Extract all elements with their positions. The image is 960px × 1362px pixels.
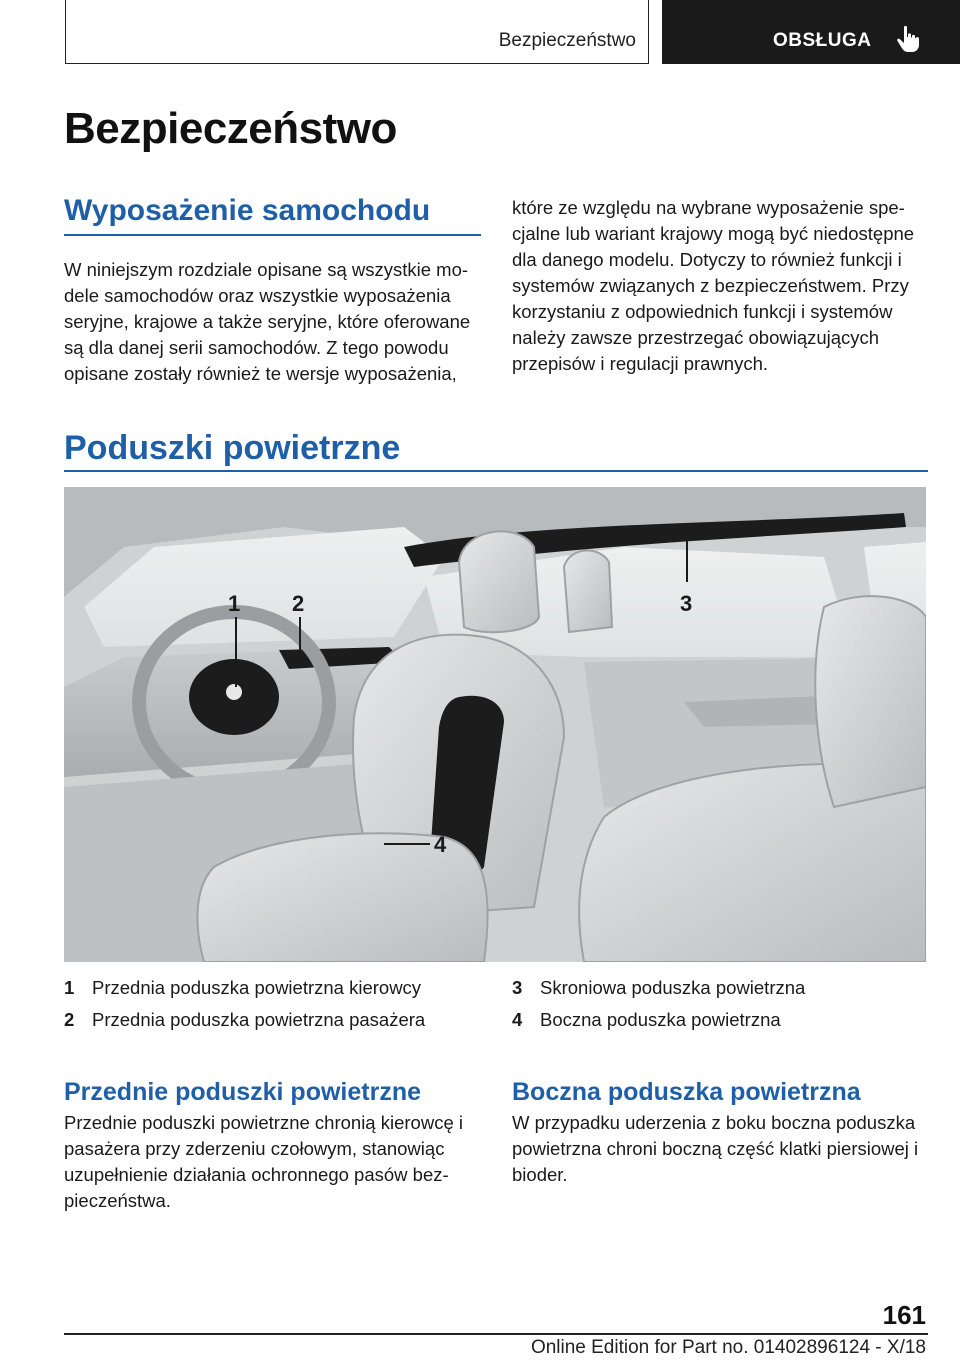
side-airbag-paragraph: W przypadku uderzenia z boku boczna poduszka powietrzna chroni boczną część klatki piersiowej i bioder. xyxy=(512,1112,919,1185)
footer-edition: Online Edition for Part no. 01402896124 - X/18 xyxy=(530,1337,926,1358)
callout-1: 1 xyxy=(228,591,241,616)
heading-vehicle-equipment: Wyposażenie samochodu xyxy=(64,194,431,227)
chapter-tab-label: OBSŁUGA xyxy=(773,30,872,51)
heading-side-airbag: Boczna poduszka powietrzna xyxy=(512,1078,861,1106)
legend-text: Boczna poduszka powietrzna xyxy=(540,1009,781,1030)
hand-pointer-icon xyxy=(896,25,920,53)
legend-number: 1 xyxy=(64,977,75,998)
heading-divider xyxy=(64,234,481,236)
equipment-paragraph-left: W niniejszym rozdziale opisane są wszystkie modele samochodów oraz wszystkie wyposażenia seryjne, krajowe a także seryjne, które oferowane są dla danej serii samochodów. Z tego powodu opisane zostały również te wersje wyposażenia, xyxy=(64,259,471,384)
page-title: Bezpieczeństwo xyxy=(64,104,397,153)
airbag-illustration xyxy=(64,487,926,962)
chapter-tab xyxy=(662,0,960,64)
section-tab xyxy=(65,0,649,64)
section-tab-label: Bezpieczeństwo xyxy=(498,30,636,51)
legend-number: 3 xyxy=(512,977,523,998)
heading-airbags: Poduszki powietrzne xyxy=(64,429,401,467)
legend-text: Przednia poduszka powietrzna kierowcy xyxy=(92,977,422,998)
heading-divider xyxy=(64,470,928,472)
callout-3: 3 xyxy=(680,591,693,616)
footer-divider xyxy=(64,1333,928,1335)
legend-number: 2 xyxy=(64,1009,75,1030)
page-number: 161 xyxy=(882,1300,926,1330)
legend-text: Przednia poduszka powietrzna pasażera xyxy=(92,1009,426,1030)
heading-front-airbags: Przednie poduszki powietrzne xyxy=(64,1078,421,1106)
legend-text: Skroniowa poduszka powietrzna xyxy=(540,977,806,998)
callout-2: 2 xyxy=(292,591,305,616)
legend-number: 4 xyxy=(512,1009,523,1030)
callout-4: 4 xyxy=(434,832,447,857)
equipment-paragraph-right: które ze względu na wybrane wyposażenie specjalne lub wariant krajowy mogą być niedostępne dla danego modelu. Dotyczy to również funkcji i systemów związanych z bezpieczeństwem. Przy korzystaniu z odpowiednich funkcji i systemów należy zawsze przestrzegać obowiązujących przepisów i regulacji prawnych. xyxy=(512,197,915,374)
front-airbags-paragraph: Przednie poduszki powietrzne chronią kierowcę i pasażera przy zderzeniu czołowym, stanowiąc uzupełnienie działania ochronnego pasów bezpieczeństwa. xyxy=(64,1112,463,1211)
